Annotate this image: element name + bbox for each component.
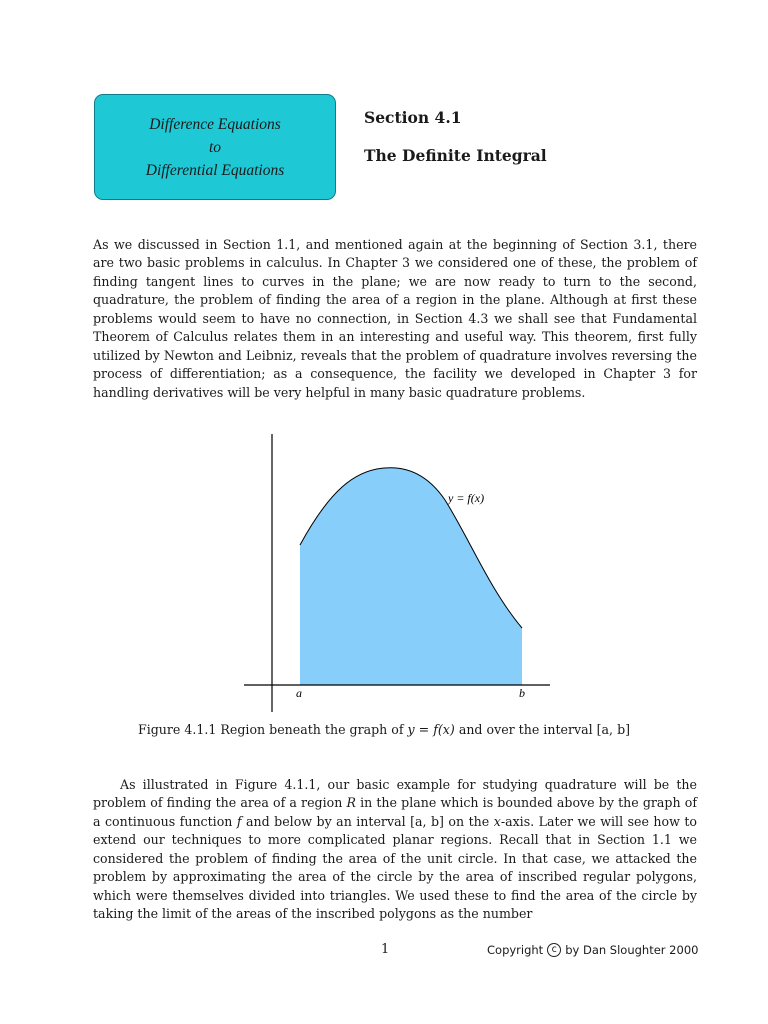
intro-paragraph: As we discussed in Section 1.1, and mentioned again at the beginning of Section 3.1, there are two basic problems in calculus. In Chapter 3 we considered one of these, the problem of finding tangent lines to curves in the plane; we are now ready to turn to the second, quadrature, the problem of finding the area of a region in the plane. Although at first these problems would seem to have no connection, in Section 4.3 we shall see that Fundamental Theorem of Calculus relates them in an interesting and useful way. This theorem, first fully utilized by Newton and Leibniz, reveals that the problem of quadrature involves reversing the process of differentiation; as a consequence, the facility we developed in Chapter 3 for handling derivatives will be very helpful in many basic quadrature problems. [93,237,697,400]
body-paragraph [93,776,697,924]
book-title-line-2: to [208,138,222,156]
interval-end-label: b [519,686,525,700]
section-title: The Definite Integral [364,146,547,165]
page-number: 1 [381,942,390,957]
figure-4-1-1 [240,430,560,715]
function-symbol: f [236,813,242,829]
body-text-2: in the plane which is bounded above by the graph of a continuous function [93,795,697,829]
book-title-line-3: Differential Equations [145,161,285,179]
copyright-icon: c [547,943,561,957]
body-text-3: and below by an interval [241,813,411,829]
figure-caption [0,722,768,737]
copyright-notice [487,943,698,957]
caption-middle: and over the interval [454,722,597,737]
copyright-holder: by Dan Sloughter 2000 [565,943,699,957]
body-text-5: -axis. Later we will see how to extend our techniques to more complicated planar regions. Recall that in Section 1.1 we considered the problem of finding the area of the unit circle. In that case, we attacked the problem by approximating the area of the circle by the area of inscribed regular polygons, which were themselves divided into triangles. We used these to find the area of the circle by taking the limit of the areas of the inscribed polygons as the number [93,813,697,922]
x-symbol: x [493,813,501,829]
region-symbol: R [346,795,356,811]
caption-interval: [a, b] [596,722,631,737]
body-text-4: on the [443,813,494,829]
body-text-1: As illustrated in Figure 4.1.1, our basic example for studying quadrature will be the problem of finding the area of a region [93,777,697,811]
caption-prefix: Figure 4.1.1 Region beneath the graph of [137,722,408,737]
curve-label: y = f(x) [448,491,485,505]
interval-symbol: [a, b] [410,813,444,829]
interval-start-label: a [296,686,302,700]
copyright-word: Copyright [487,943,544,957]
area-under-curve [300,468,522,685]
book-title-box [94,94,336,200]
caption-equation: y = f(x) [407,722,455,737]
book-title-line-1: Difference Equations [149,115,281,133]
section-number: Section 4.1 [364,108,462,127]
